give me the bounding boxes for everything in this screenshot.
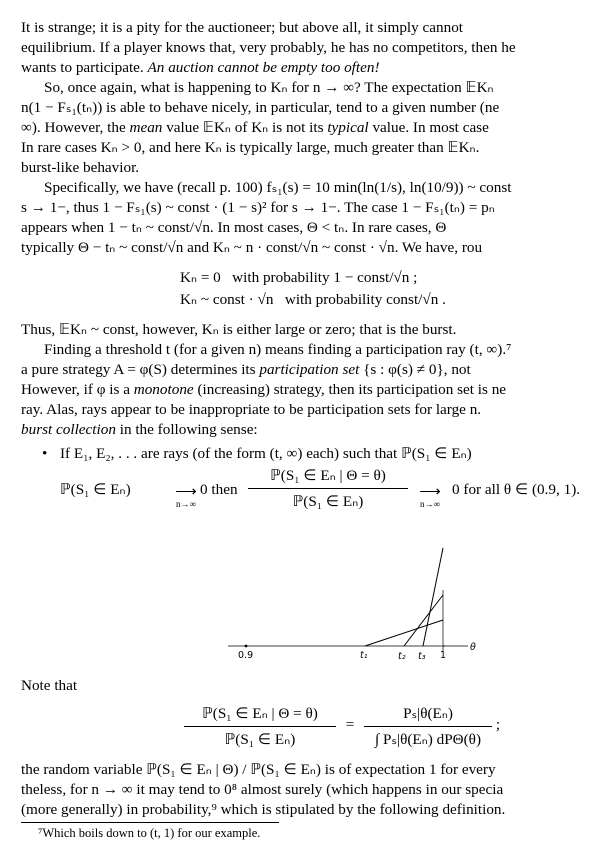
- text-line: s → 1−, thus 1 − Fₛ₁(s) ~ const · (1 − s)² for s → 1−. The case 1 − Fₛ₁(tₙ) = pₙ: [21, 199, 495, 216]
- fraction-denominator: ∫ Pₛ|θ(Eₙ) dPΘ(θ): [374, 731, 482, 748]
- footnote-rule: [21, 822, 279, 823]
- fraction-numerator: ℙ(S₁ ∈ Eₙ | Θ = θ): [270, 467, 386, 484]
- emphasis: burst collection: [21, 421, 116, 438]
- label-0.9: 0.9: [238, 650, 254, 661]
- text: ∞). However, the: [21, 119, 130, 136]
- text-line: [21, 380, 506, 399]
- fraction-numerator: Pₛ|θ(Eₙ): [403, 705, 453, 722]
- label-theta: θ: [470, 642, 476, 653]
- text: {s : φ(s) ≠ 0}, not: [359, 361, 471, 378]
- text-line: Finding a threshold t (for a given n) means finding a participation ray (t, ∞).⁷: [44, 341, 512, 358]
- fraction-bar: [364, 726, 492, 727]
- threshold-diagram: [220, 540, 490, 665]
- fraction-numerator: ℙ(S₁ ∈ Eₙ | Θ = θ): [202, 705, 318, 722]
- text-line: [21, 420, 258, 439]
- bullet-marker: •: [42, 445, 48, 462]
- emphasis: An auction cannot be empty too often!: [147, 59, 380, 76]
- emphasis: monotone: [133, 381, 194, 398]
- text-line: Specifically, we have (recall p. 100) fₛ₁(s) = 10 min(ln(1/s), ln(10/9)) ~ const: [44, 179, 512, 196]
- footnote: ⁷Which boils down to (t, 1) for our example.: [38, 826, 261, 840]
- text: 0 for all θ ∈ (0.9, 1).: [452, 481, 581, 498]
- text-line: So, once again, what is happening to Kₙ for n → ∞? The expectation 𝔼Kₙ: [44, 79, 494, 96]
- text: However, if φ is a: [21, 381, 134, 398]
- ray-line-t2: [404, 595, 443, 646]
- math-expression: ℙ(S₁ ∈ Eₙ): [60, 481, 131, 498]
- ray-line-t1: [365, 620, 443, 646]
- text-line: (more generally) in probability,⁹ which is stipulated by the following definition.: [21, 801, 506, 818]
- label-1: 1: [440, 650, 447, 661]
- fraction-denominator: ℙ(S₁ ∈ Eₙ): [292, 493, 364, 510]
- equals-sign: =: [345, 716, 355, 733]
- label-t2: t₂: [398, 651, 406, 662]
- emphasis: participation set: [259, 361, 360, 378]
- equation-line: Kₙ = 0 with probability 1 − const/√n ;: [180, 269, 418, 286]
- text-line: theless, for n → ∞ it may tend to 0⁸ almost surely (which happens in our specia: [21, 781, 504, 798]
- semicolon: ;: [495, 716, 501, 733]
- text-line: [21, 118, 489, 137]
- text-line: typically Θ − tₙ ~ const/√n and Kₙ ~ n · const/√n ~ const · √n. We have, rou: [21, 239, 483, 256]
- limit-subscript: n→∞: [176, 499, 196, 509]
- text-line: ray. Alas, rays appear to be inappropriate to be participation sets for large n.: [21, 401, 482, 418]
- text-line: appears when 1 − tₙ ~ const/√n. In most cases, Θ < tₙ. In rare cases, Θ: [21, 219, 447, 236]
- ray-line-t3: [423, 548, 443, 646]
- equation-line: Kₙ ~ const · √n with probability const/√n .: [180, 291, 446, 308]
- text: value 𝔼Kₙ of Kₙ is not its: [162, 119, 328, 136]
- limit-arrow: ⟶: [175, 484, 197, 500]
- text-line: [21, 58, 380, 77]
- fraction-bar: [184, 726, 336, 727]
- text-line: equilibrium. If a player knows that, very probably, he has no competitors, then he: [21, 39, 516, 56]
- text: value. In most case: [368, 119, 489, 136]
- axis-point-0.9: [245, 645, 248, 648]
- text-line: Thus, 𝔼Kₙ ~ const, however, Kₙ is either large or zero; that is the burst.: [21, 321, 457, 338]
- text: (increasing) strategy, then its participation set is ne: [193, 381, 507, 398]
- text: a pure strategy A = φ(S) determines its: [21, 361, 260, 378]
- label-t3: t₃: [418, 651, 426, 662]
- limit-arrow: ⟶: [419, 484, 441, 500]
- text-line: n(1 − Fₛ₁(tₙ)) is able to behave nicely, in particular, tend to a given number (ne: [21, 99, 500, 116]
- text: wants to participate.: [21, 59, 148, 76]
- text: 0 then: [200, 481, 238, 498]
- emphasis: mean: [129, 119, 163, 136]
- text-line: burst-like behavior.: [21, 159, 140, 176]
- text-line: In rare cases Kₙ > 0, and here Kₙ is typically large, much greater than 𝔼Kₙ.: [21, 139, 480, 156]
- label-t1: t₁: [360, 650, 368, 661]
- text-line: If E₁, E₂, . . . are rays (of the form (t, ∞) each) such that ℙ(S₁ ∈ Eₙ): [60, 445, 472, 462]
- emphasis: typical: [327, 119, 369, 136]
- text-line: Note that: [21, 677, 78, 694]
- text-line: It is strange; it is a pity for the auctioneer; but above all, it simply cannot: [21, 19, 464, 36]
- text-line: the random variable ℙ(S₁ ∈ Eₙ | Θ) / ℙ(S₁ ∈ Eₙ) is of expectation 1 for every: [21, 761, 496, 778]
- fraction-bar: [248, 488, 408, 489]
- text-line: [21, 360, 471, 379]
- text: in the following sense:: [115, 421, 258, 438]
- limit-subscript: n→∞: [420, 499, 440, 509]
- fraction-denominator: ℙ(S₁ ∈ Eₙ): [224, 731, 296, 748]
